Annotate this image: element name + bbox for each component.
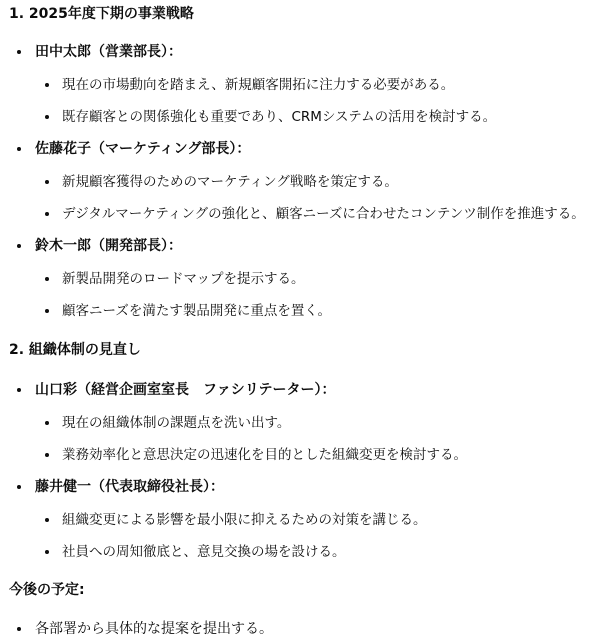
point-suzuki-2: 顧客ニーズを満たす製品開発に重点を置く。	[62, 303, 332, 319]
speaker-yamaguchi: 山口彩（経営企画室室長 ファシリテーター）：	[35, 382, 336, 398]
bullet-icon	[45, 83, 49, 87]
bullet-icon	[17, 627, 21, 631]
bullet-icon	[45, 180, 49, 184]
speaker-tanaka: 田中太郎（営業部長）：	[35, 44, 182, 60]
bullet-icon	[17, 147, 21, 151]
section-heading-organization: 2. 組織体制の見直し	[9, 342, 141, 358]
point-suzuki-1: 新製品開発のロードマップを提示する。	[62, 271, 305, 287]
bullet-icon	[45, 518, 49, 522]
bullet-icon	[17, 50, 21, 54]
bullet-icon	[17, 485, 21, 489]
point-sato-2: デジタルマーケティングの強化と、顧客ニーズに合わせたコンテンツ制作を推進する。	[62, 206, 585, 222]
point-tanaka-2: 既存顧客との関係強化も重要であり、CRMシステムの活用を検討する。	[62, 109, 497, 125]
section-heading-next-steps: 今後の予定:	[9, 582, 85, 598]
bullet-icon	[45, 421, 49, 425]
point-fujii-2: 社員への周知徹底と、意見交換の場を設ける。	[62, 544, 346, 560]
point-sato-1: 新規顧客獲得のためのマーケティング戦略を策定する。	[62, 174, 398, 190]
bullet-icon	[45, 550, 49, 554]
bullet-icon	[45, 212, 49, 216]
speaker-fujii: 藤井健一（代表取締役社長）：	[35, 479, 224, 495]
speaker-sato: 佐藤花子（マーケティング部長）：	[35, 141, 251, 157]
speaker-suzuki: 鈴木一郎（開発部長）：	[35, 238, 182, 254]
bullet-icon	[45, 453, 49, 457]
bullet-icon	[45, 277, 49, 281]
bullet-icon	[17, 388, 21, 392]
point-yamaguchi-2: 業務効率化と意思決定の迅速化を目的とした組織変更を検討する。	[62, 447, 467, 463]
point-tanaka-1: 現在の市場動向を踏まえ、新規顧客開拓に注力する必要がある。	[62, 77, 455, 93]
point-yamaguchi-1: 現在の組織体制の課題点を洗い出す。	[62, 415, 291, 431]
point-fujii-1: 組織変更による影響を最小限に抑えるための対策を講じる。	[62, 512, 427, 528]
section-heading-strategy: 1. 2025年度下期の事業戦略	[9, 6, 194, 22]
next-step-item: 各部署から具体的な提案を提出する。	[35, 621, 273, 637]
bullet-icon	[17, 244, 21, 248]
bullet-icon	[45, 309, 49, 313]
bullet-icon	[45, 115, 49, 119]
